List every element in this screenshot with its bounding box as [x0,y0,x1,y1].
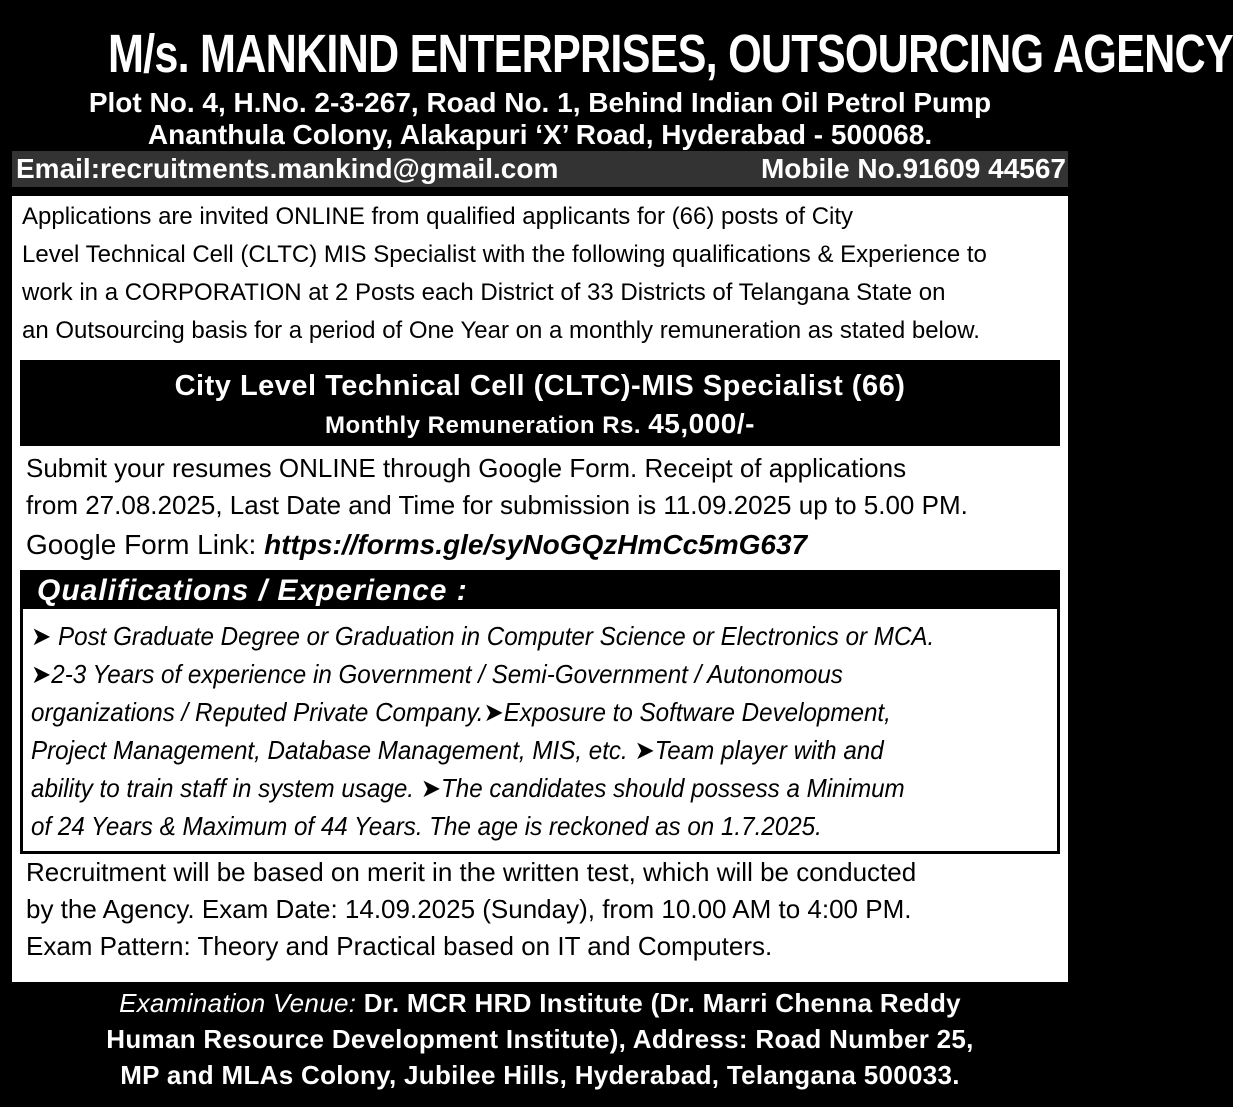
address-line-1: Plot No. 4, H.No. 2-3-267, Road No. 1, Behind Indian Oil Petrol Pump [88,87,992,118]
remuneration-label: Monthly Remuneration Rs. [325,412,642,439]
venue-line-2: Human Resource Development Institute), Address: Road Number 25, [106,1024,974,1054]
email-text: Email:recruitments.mankind@gmail.com [16,153,559,184]
venue-block [0,985,1080,1093]
google-form-row [26,525,807,565]
venue-line-1: Examination Venue: Dr. MCR HRD Institute (Dr. Marri Chenna Reddy [119,988,961,1018]
arrow-icon: ➤ [483,697,504,727]
intro-line: Level Technical Cell (CLTC) MIS Specialist with the following qualifications & Experience to [22,241,987,268]
venue-line-3: MP and MLAs Colony, Jubilee Hills, Hyderabad, Telangana 500033. [120,1060,960,1090]
google-form-label: Google Form Link: [26,529,257,560]
remuneration [20,406,1060,444]
intro-line: Applications are invited ONLINE from qualified applicants for (66) posts of City [22,203,854,230]
agency-title: M/s. MANKIND ENTERPRISES, OUTSOURCING AGENCY [108,24,1233,84]
venue-label: Examination Venue: [119,988,357,1018]
post-title: City Level Technical Cell (CLTC)-MIS Specialist (66) [174,370,906,402]
submission-line: from 27.08.2025, Last Date and Time for submission is 11.09.2025 up to 5.00 PM. [26,490,968,520]
qualification-line: of 24 Years & Maximum of 44 Years. The age is reckoned as on 1.7.2025. [31,811,822,841]
qualification-line: ➤2-3 Years of experience in Government / Semi-Government / Autonomous [31,659,843,689]
google-form-link[interactable]: https://forms.gle/syNoGQzHmCc5mG637 [264,529,808,560]
contact-bar [12,151,1068,187]
address-line-2: Ananthula Colony, Alakapuri ‘X’ Road, Hyderabad - 500068. [147,119,933,150]
qualification-line: Project Management, Database Management, MIS, etc. ➤Team player with and [31,735,884,765]
intro-paragraph [22,198,1062,350]
intro-line: work in a CORPORATION at 2 Posts each District of 33 Districts of Telangana State on [22,279,946,306]
qualification-line: ➤ Post Graduate Degree or Graduation in Computer Science or Electronics or MCA. [31,621,935,651]
qualification-line: organizations / Reputed Private Company.➤Exposure to Software Development, [31,697,891,727]
intro-line: an Outsourcing basis for a period of One Year on a monthly remuneration as stated below. [22,317,980,344]
qualifications-text [31,617,1054,845]
recruitment-line: Recruitment will be based on merit in the written test, which will be conducted [26,857,917,887]
arrow-icon: ➤ [31,621,52,651]
arrow-icon: ➤ [420,773,442,803]
arrow-icon: ➤ [31,659,52,689]
recruitment-line: Exam Pattern: Theory and Practical based on IT and Computers. [26,931,773,961]
mobile-text: Mobile No.91609 44567 [760,153,1066,184]
post-banner [20,360,1060,446]
qualification-line: ability to train staff in system usage. ➤The candidates should possess a Minimum [31,773,905,803]
submission-paragraph [26,450,1066,524]
recruitment-line: by the Agency. Exam Date: 14.09.2025 (Sunday), from 10.00 AM to 4:00 PM. [26,894,912,924]
qualifications-heading: Qualifications / Experience : [23,573,1057,609]
remuneration-amount: 45,000/- [648,408,755,439]
submission-line: Submit your resumes ONLINE through Google Form. Receipt of applications [26,453,907,483]
arrow-icon: ➤ [634,735,655,765]
recruitment-paragraph [26,854,1066,965]
qualifications-box [20,570,1060,854]
